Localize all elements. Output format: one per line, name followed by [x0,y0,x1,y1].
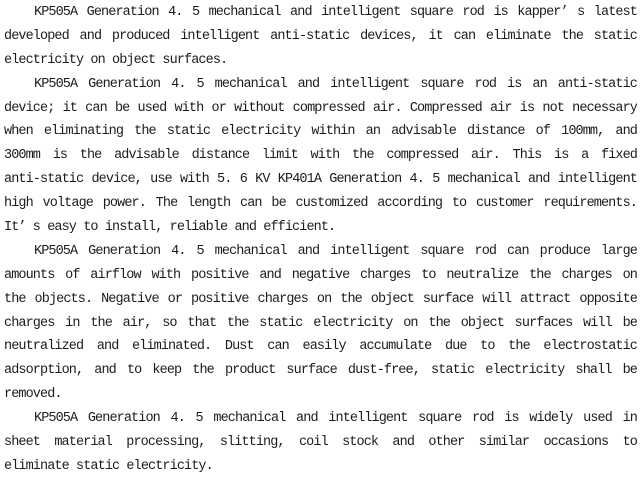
text-line: high voltage power. The length can be customized according to customer requirements. [4,196,637,212]
paragraph [4,1,637,73]
text-line: device; it can be used with or without compressed air. Compressed air is not necessary [4,100,637,116]
text-line: adsorption, and to keep the product surface dust-free, static electricity shall be [4,363,637,379]
text-line: removed. [4,387,62,403]
text-line: KP505A Generation 4. 5 mechanical and intelligent square rod is widely used in [34,411,637,427]
text-line: 300mm is the advisable distance limit with the compressed air. This is a fixed [4,148,637,164]
text-line: developed and produced intelligent anti-static devices, it can eliminate the static [4,28,637,44]
text-line: when eliminating the static electricity within an advisable distance of 100mm, and [4,124,637,140]
text-line: charges in the air, so that the static electricity on the object surfaces will be [4,315,637,331]
paragraph [4,407,637,479]
text-line: neutralized and eliminated. Dust can easily accumulate due to the electrostatic [4,339,637,355]
text-line: amounts of airflow with positive and negative charges to neutralize the charges on [4,267,637,283]
text-line: eliminate static electricity. [4,458,213,474]
paragraph [4,240,637,407]
text-line: anti-static device, use with 5. 6 KV KP401A Generation 4. 5 mechanical and intelligent [4,172,637,188]
text-line: KP505A Generation 4. 5 mechanical and intelligent square rod can produce large [34,243,637,259]
text-line: the objects. Negative or positive charges on the object surface will attract opposite [4,291,637,307]
text-line: KP505A Generation 4. 5 mechanical and intelligent square rod is kapper’ s latest [34,5,637,20]
document-text [4,1,637,479]
text-line: KP505A Generation 4. 5 mechanical and intelligent square rod is an anti-static [34,76,637,92]
text-line: sheet material processing, slitting, coil stock and other similar occasions to [4,435,637,451]
paragraph [4,73,637,240]
text-line: electricity on object surfaces. [4,52,228,68]
text-line: It’ s easy to install, reliable and efficient. [4,220,336,236]
